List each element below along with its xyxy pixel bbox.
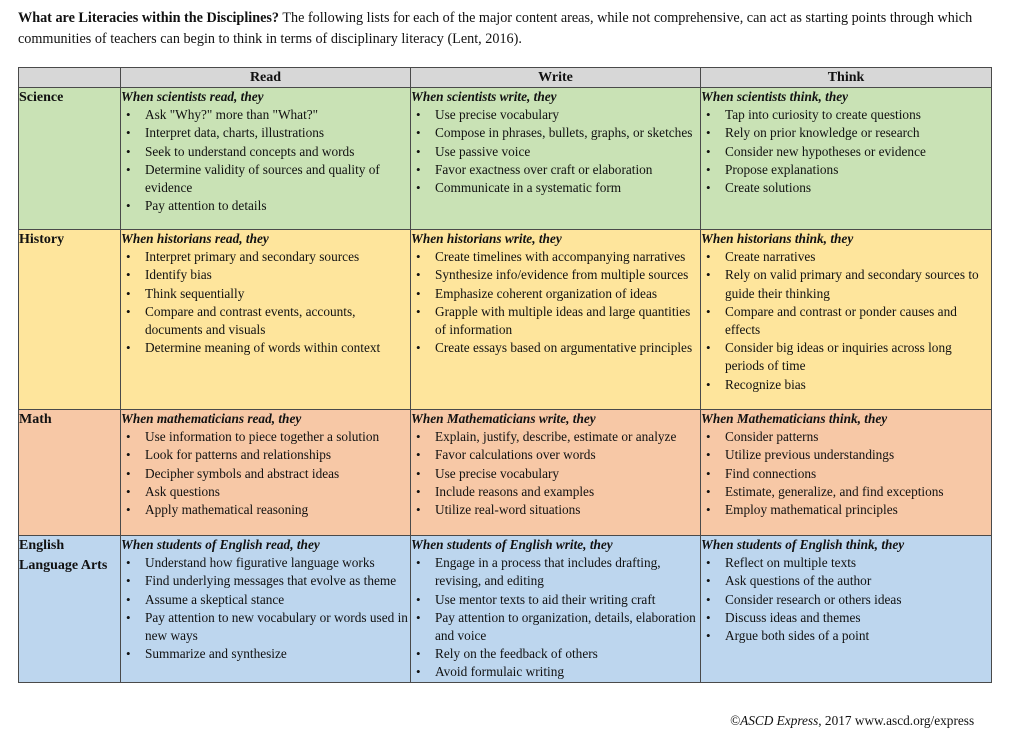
table-row xyxy=(19,410,992,536)
bullet-list xyxy=(701,428,991,519)
cell-lead: When scientists write, they xyxy=(411,89,557,104)
list-item: • Assume a skeptical stance xyxy=(121,591,410,609)
list-item: • Utilize previous understandings xyxy=(701,446,991,464)
table-row xyxy=(19,230,992,410)
list-item: • Interpret primary and secondary sources xyxy=(121,248,410,266)
cell-read xyxy=(121,230,411,410)
list-item: • Consider patterns xyxy=(701,428,991,446)
list-item: • Determine validity of sources and quality of evidence xyxy=(121,161,410,197)
list-item: • Employ mathematical principles xyxy=(701,501,991,519)
list-item: • Ask questions of the author xyxy=(701,572,991,590)
bullet-list xyxy=(701,248,991,394)
cell-write xyxy=(411,410,701,536)
cell-write xyxy=(411,88,701,230)
list-item: • Utilize real-word situations xyxy=(411,501,700,519)
list-item: • Identify bias xyxy=(121,266,410,284)
footer-credit xyxy=(730,713,974,729)
cell-read xyxy=(121,536,411,683)
list-item: • Apply mathematical reasoning xyxy=(121,501,410,519)
cell-write xyxy=(411,536,701,683)
list-item: • Compare and contrast or ponder causes and effects xyxy=(701,303,991,339)
list-item: • Pay attention to details xyxy=(121,197,410,215)
list-item: • Consider new hypotheses or evidence xyxy=(701,143,991,161)
list-item: • Rely on prior knowledge or research xyxy=(701,124,991,142)
subject-label: Science xyxy=(19,88,121,230)
list-item: • Pay attention to organization, details, elaboration and voice xyxy=(411,609,700,645)
list-item: • Use precise vocabulary xyxy=(411,465,700,483)
cell-lead: When historians read, they xyxy=(121,231,269,246)
list-item: • Create narratives xyxy=(701,248,991,266)
list-item: • Use information to piece together a solution xyxy=(121,428,410,446)
list-item: • Create essays based on argumentative principles xyxy=(411,339,700,357)
header-read: Read xyxy=(121,68,411,88)
list-item: • Consider big ideas or inquiries across long periods of time xyxy=(701,339,991,375)
list-item: • Pay attention to new vocabulary or words used in new ways xyxy=(121,609,410,645)
list-item: • Tap into curiosity to create questions xyxy=(701,106,991,124)
list-item: • Ask "Why?" more than "What?" xyxy=(121,106,410,124)
cell-lead: When historians think, they xyxy=(701,231,854,246)
bullet-list xyxy=(411,248,700,357)
list-item: • Summarize and synthesize xyxy=(121,645,410,663)
bullet-list xyxy=(701,106,991,197)
list-item: • Argue both sides of a point xyxy=(701,627,991,645)
list-item: • Determine meaning of words within context xyxy=(121,339,410,357)
cell-think xyxy=(701,410,992,536)
list-item: • Recognize bias xyxy=(701,376,991,394)
list-item: • Discuss ideas and themes xyxy=(701,609,991,627)
list-item: • Favor calculations over words xyxy=(411,446,700,464)
literacy-table xyxy=(18,67,992,683)
intro-paragraph xyxy=(18,8,993,50)
footer-copyright: ©ASCD Express xyxy=(730,713,819,728)
bullet-list xyxy=(411,554,700,681)
list-item: • Create timelines with accompanying narratives xyxy=(411,248,700,266)
list-item: • Use precise vocabulary xyxy=(411,106,700,124)
subject-label: English Language Arts xyxy=(19,536,121,683)
table-row xyxy=(19,536,992,683)
cell-lead: When Mathematicians write, they xyxy=(411,411,596,426)
cell-write xyxy=(411,230,701,410)
header-blank xyxy=(19,68,121,88)
list-item: • Compose in phrases, bullets, graphs, or sketches xyxy=(411,124,700,142)
list-item: • Decipher symbols and abstract ideas xyxy=(121,465,410,483)
cell-lead: When mathematicians read, they xyxy=(121,411,302,426)
list-item: • Include reasons and examples xyxy=(411,483,700,501)
bullet-list xyxy=(121,248,410,357)
cell-think xyxy=(701,88,992,230)
list-item: • Communicate in a systematic form xyxy=(411,179,700,197)
list-item: • Emphasize coherent organization of ideas xyxy=(411,285,700,303)
list-item: • Find underlying messages that evolve as theme xyxy=(121,572,410,590)
list-item: • Interpret data, charts, illustrations xyxy=(121,124,410,142)
list-item: • Think sequentially xyxy=(121,285,410,303)
list-item: • Avoid formulaic writing xyxy=(411,663,700,681)
list-item: • Rely on the feedback of others xyxy=(411,645,700,663)
list-item: • Find connections xyxy=(701,465,991,483)
bullet-list xyxy=(411,106,700,197)
bullet-list xyxy=(121,554,410,663)
cell-lead: When students of English think, they xyxy=(701,537,905,552)
list-item: • Synthesize info/evidence from multiple sources xyxy=(411,266,700,284)
list-item: • Use passive voice xyxy=(411,143,700,161)
cell-lead: When scientists read, they xyxy=(121,89,264,104)
bullet-list xyxy=(701,554,991,645)
list-item: • Use mentor texts to aid their writing craft xyxy=(411,591,700,609)
bullet-list xyxy=(411,428,700,519)
table-row xyxy=(19,88,992,230)
list-item: • Rely on valid primary and secondary sources to guide their thinking xyxy=(701,266,991,302)
list-item: • Engage in a process that includes drafting, revising, and editing xyxy=(411,554,700,590)
cell-think xyxy=(701,536,992,683)
list-item: • Favor exactness over craft or elaboration xyxy=(411,161,700,179)
cell-lead: When students of English read, they xyxy=(121,537,320,552)
list-item: • Explain, justify, describe, estimate or analyze xyxy=(411,428,700,446)
header-write: Write xyxy=(411,68,701,88)
list-item: • Understand how figurative language works xyxy=(121,554,410,572)
cell-read xyxy=(121,410,411,536)
list-item: • Consider research or others ideas xyxy=(701,591,991,609)
list-item: • Create solutions xyxy=(701,179,991,197)
bullet-list xyxy=(121,428,410,519)
list-item: • Propose explanations xyxy=(701,161,991,179)
list-item: • Compare and contrast events, accounts, documents and visuals xyxy=(121,303,410,339)
cell-lead: When historians write, they xyxy=(411,231,562,246)
intro-text: The following lists for each of the major content areas, while not comprehensive, can act as starting points through which communities of teachers can begin to think in terms of disciplinary literacy (Lent, 2016). xyxy=(18,10,973,47)
list-item: • Grapple with multiple ideas and large quantities of information xyxy=(411,303,700,339)
cell-read xyxy=(121,88,411,230)
intro-title: What are Literacies within the Disciplines? xyxy=(18,10,280,26)
header-think: Think xyxy=(701,68,992,88)
list-item: • Reflect on multiple texts xyxy=(701,554,991,572)
cell-lead: When scientists think, they xyxy=(701,89,849,104)
list-item: • Seek to understand concepts and words xyxy=(121,143,410,161)
footer-rest: , 2017 www.ascd.org/express xyxy=(818,713,975,728)
subject-label: Math xyxy=(19,410,121,536)
subject-label: History xyxy=(19,230,121,410)
cell-lead: When Mathematicians think, they xyxy=(701,411,888,426)
list-item: • Ask questions xyxy=(121,483,410,501)
cell-lead: When students of English write, they xyxy=(411,537,613,552)
bullet-list xyxy=(121,106,410,215)
cell-think xyxy=(701,230,992,410)
header-row xyxy=(19,68,992,88)
list-item: • Look for patterns and relationships xyxy=(121,446,410,464)
list-item: • Estimate, generalize, and find exceptions xyxy=(701,483,991,501)
